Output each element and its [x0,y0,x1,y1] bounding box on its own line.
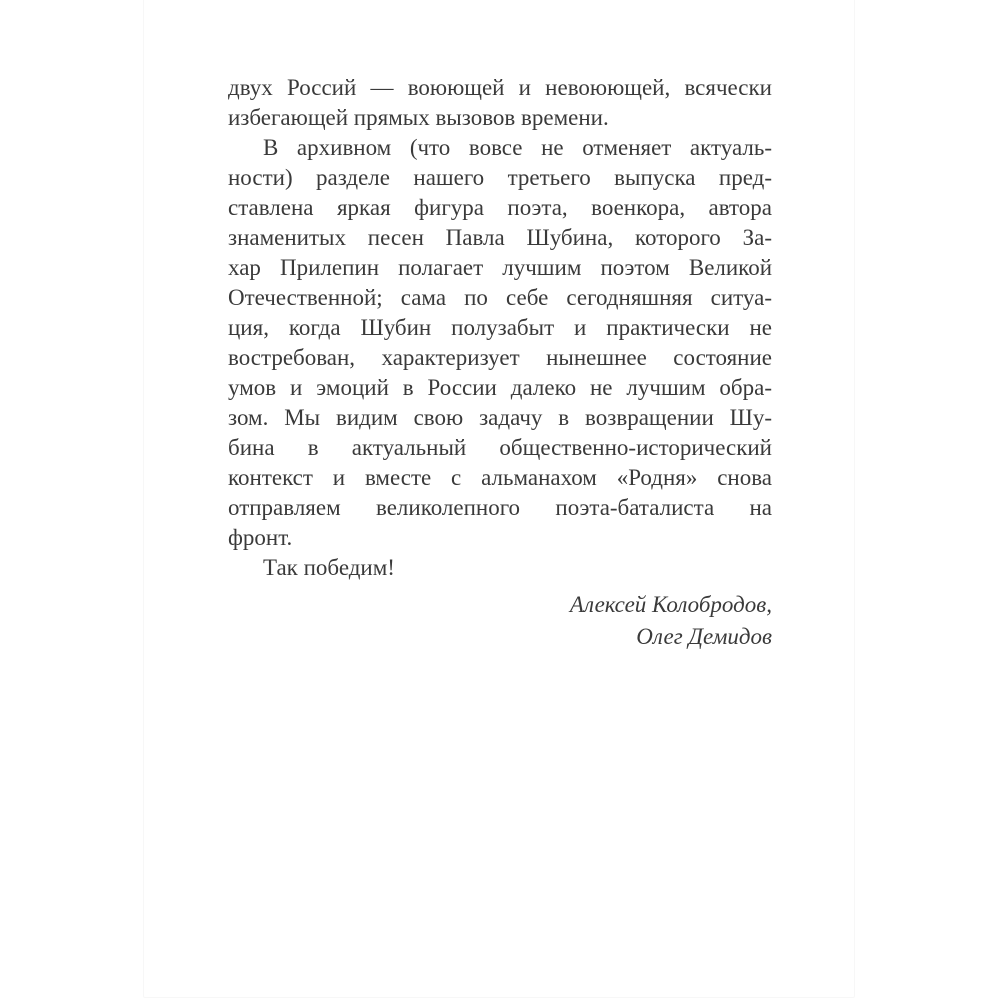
page-text-block [228,73,772,653]
text-line: Так победим! [263,555,395,580]
text-line: знаменитых песен Павла Шубина, которого За- [228,225,772,250]
text-line: ности) разделе нашего третьего выпуска пред- [228,165,772,190]
text-line: хар Прилепин полагает лучшим поэтом Великой [228,255,772,280]
text-line: двух Россий — воюющей и невоюющей, всячески [228,75,772,100]
text-line: ставлена яркая фигура поэта, военкора, автора [228,195,772,220]
text-line: контекст и вместе с альманахом «Родня» снова [228,465,772,490]
text-line: бина в актуальный общественно-исторический [228,435,772,460]
text-line: В архивном (что вовсе не отменяет актуаль- [263,135,772,160]
text-line: ция, когда Шубин полузабыт и практически не [228,315,772,340]
signature-line: Алексей Колобродов, [569,592,772,617]
text-line: фронт. [228,525,293,550]
signature-line: Олег Демидов [636,624,772,649]
text-line: отправляем великолепного поэта-баталиста на [228,495,772,520]
text-line: умов и эмоций в России далеко не лучшим обра- [228,375,772,400]
text-line: избегающей прямых вызовов времени. [228,105,609,130]
text-line: Отечественной; сама по себе сегодняшняя ситуа- [228,285,772,310]
text-line: зом. Мы видим свою задачу в возвращении Шу- [228,405,772,430]
paragraphs-container [228,73,772,583]
text-line: востребован, характеризует нынешнее состояние [228,345,772,370]
signature [228,589,772,653]
